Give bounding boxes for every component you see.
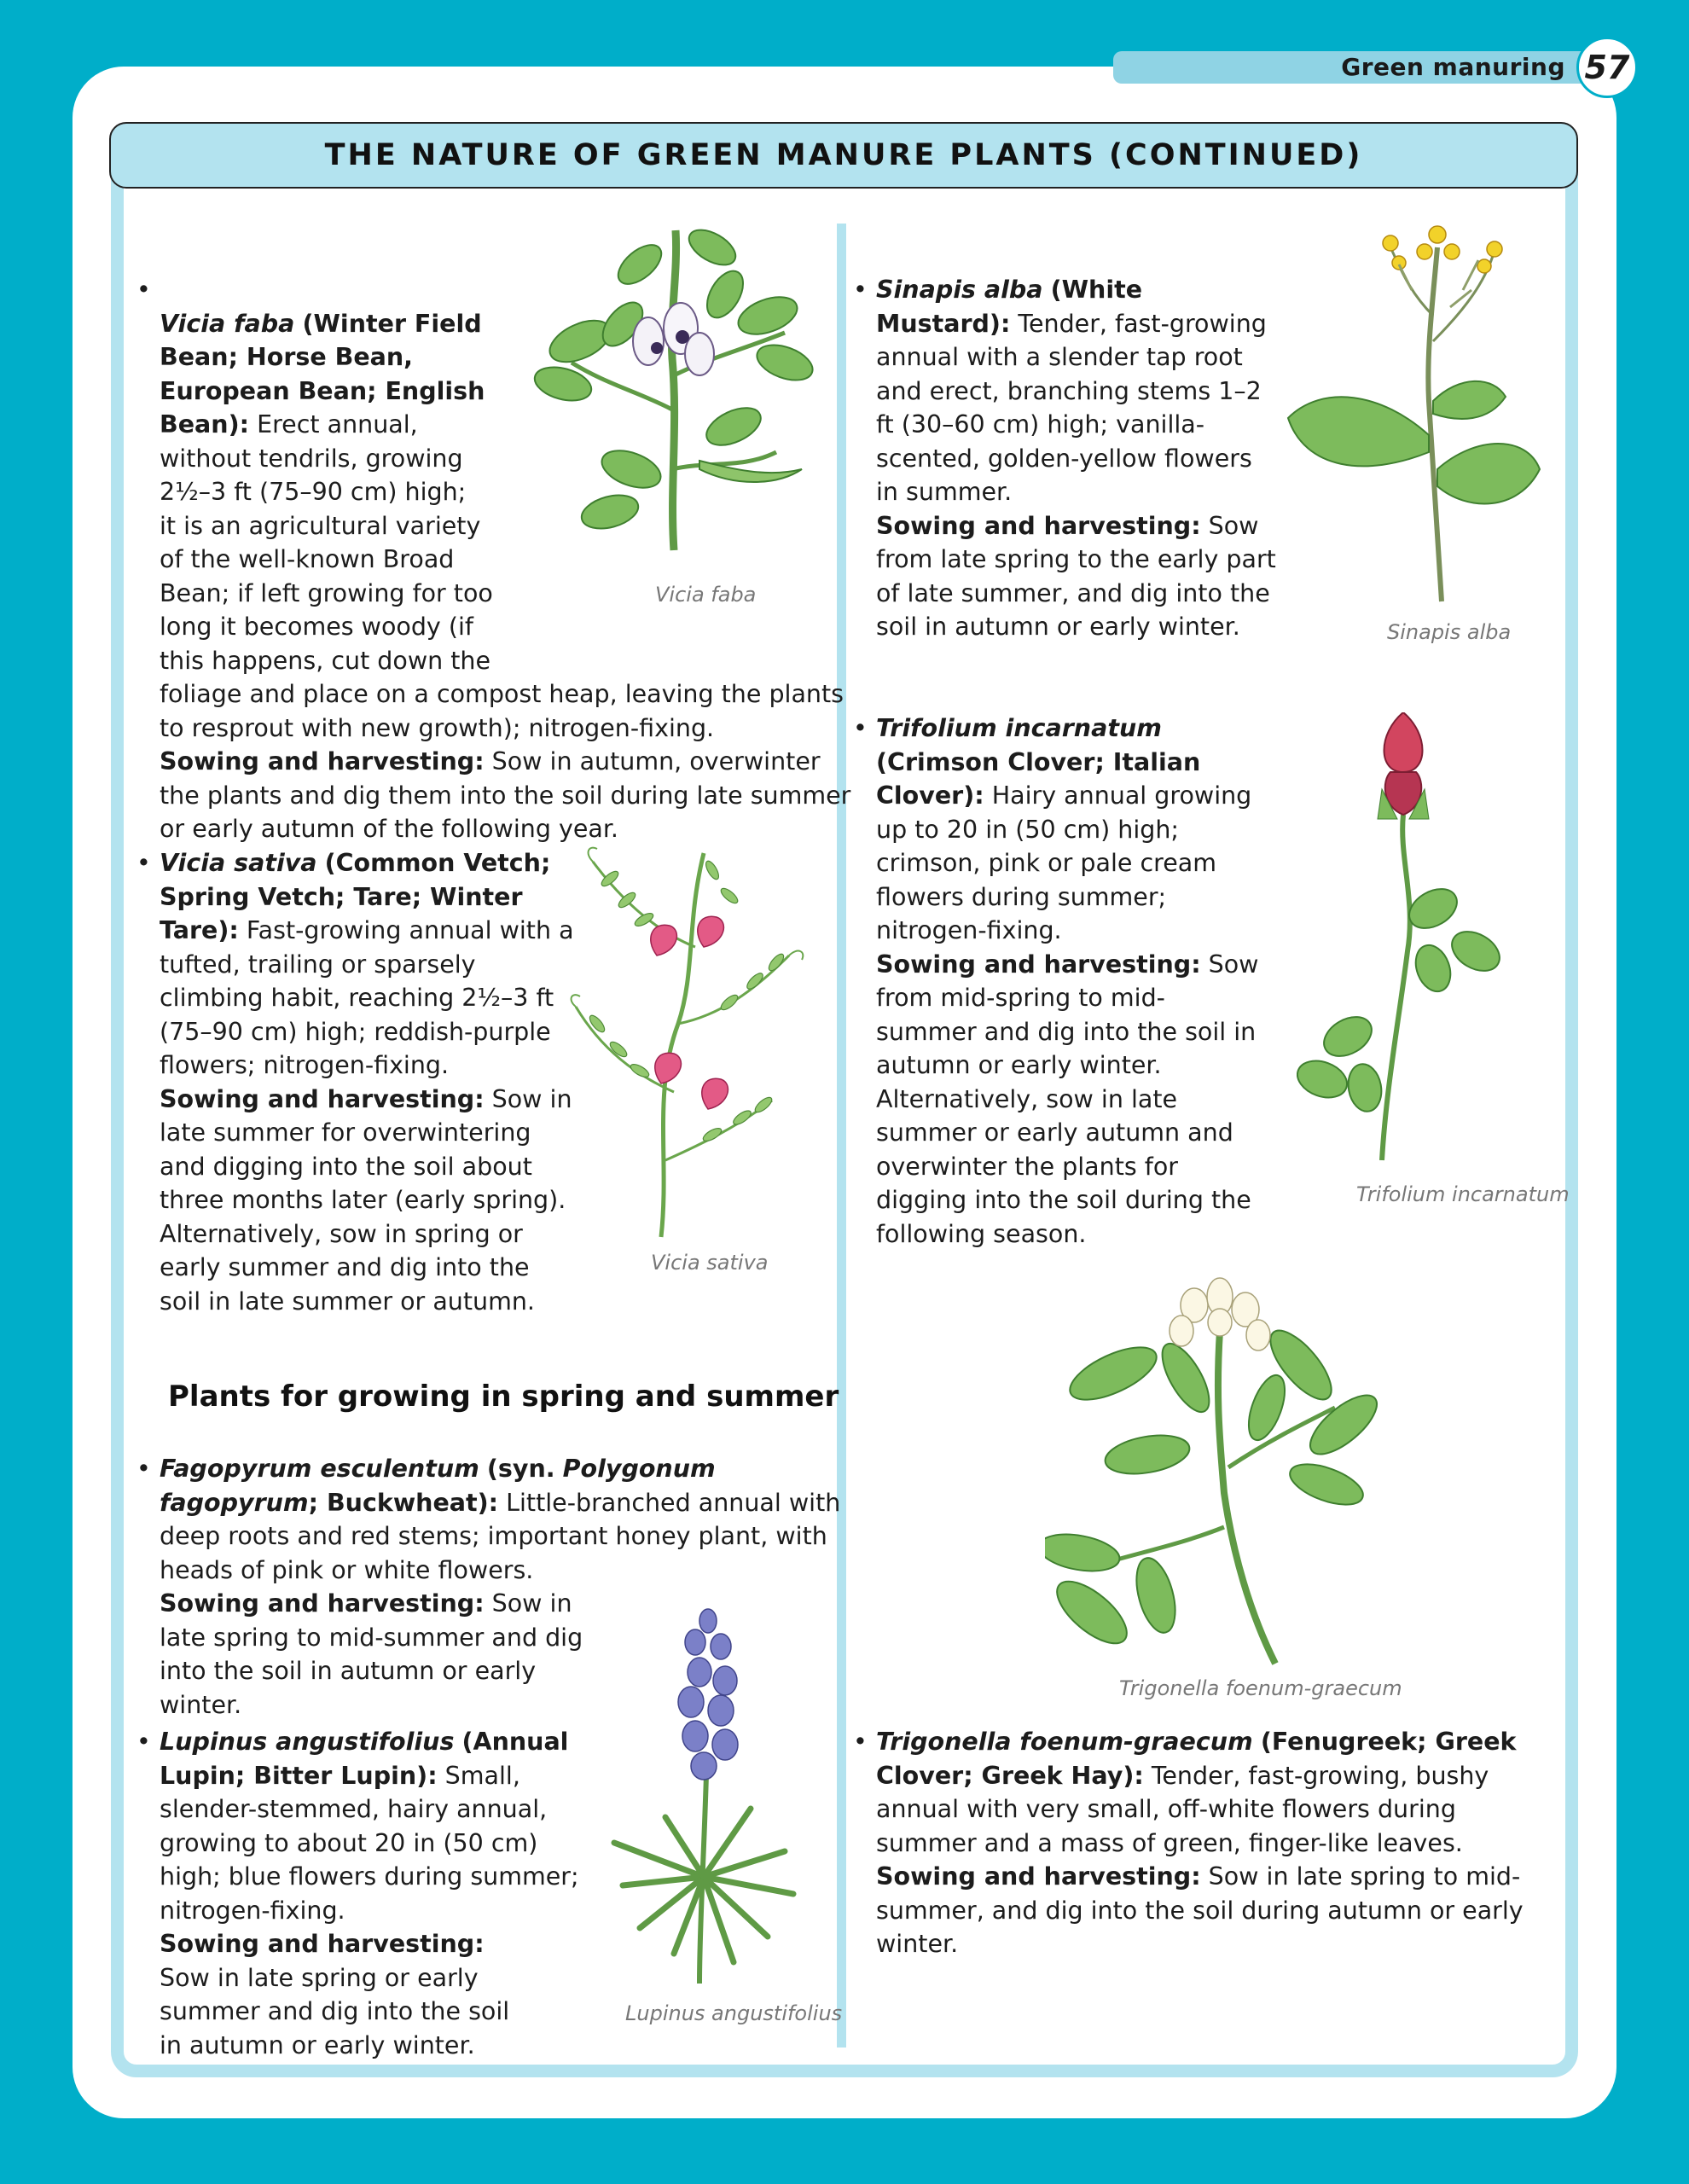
syn-open: (syn. <box>486 1455 555 1483</box>
lupinus-illustration <box>580 1604 810 1988</box>
sowing-text: Sow from late spring to the early part of late summer, and dig into the soil in autumn or early winter. <box>876 511 1276 641</box>
sowing-text: Sow in autumn, overwinter the plants and dig them into the soil during late summer or early autumn of the following year. <box>160 747 851 843</box>
description: Fast-growing annual with a tufted, trailing or sparsely climbing habit, reaching 2½–3 ft (75–90 cm) high; reddish-purple flowers; nitrogen-fixing. <box>160 916 574 1079</box>
caption-sinapis: Sinapis alba <box>1387 620 1512 644</box>
common-names-line: Bean; Horse Bean, <box>160 343 413 371</box>
caption-lupinus: Lupinus angustifolius <box>625 2001 843 2025</box>
latin-name: Fagopyrum esculentum <box>160 1455 479 1483</box>
chapter-label: Green manuring <box>1341 53 1565 81</box>
synonym-latin: Polygonum fagopyrum <box>160 1455 716 1517</box>
common-names: (Winter Field <box>302 309 482 338</box>
bullet: • <box>853 714 868 742</box>
bullet: • <box>136 1455 151 1483</box>
bullet: • <box>136 849 151 877</box>
trigonella-illustration <box>1045 1271 1386 1672</box>
description-line: this happens, cut down the <box>160 646 491 675</box>
description: Tender, fast-growing, bushy annual with very small, off-white flowers during summer and a mass of green, finger-like leaves. <box>876 1761 1489 1857</box>
common-names: (White Mustard): <box>876 276 1143 338</box>
entry-sinapis-alba <box>853 273 1277 644</box>
sowing-text: Sow in late spring or early summer and dig into the soil in autumn or early winter. <box>160 1963 510 2059</box>
latin-name: Vicia sativa <box>160 849 317 877</box>
common-names: (Common Vetch; Spring Vetch; Tare; Winter Tare): <box>160 849 551 944</box>
entry-trigonella <box>853 1725 1558 1961</box>
vicia-faba-illustration <box>529 213 827 555</box>
sowing-label: Sowing and harvesting: <box>876 511 1201 540</box>
common-names: ; Buckwheat): <box>308 1488 499 1517</box>
common-names: (Fenugreek; Greek Clover; Greek Hay): <box>876 1728 1517 1790</box>
latin-name: Lupinus angustifolius <box>160 1728 455 1756</box>
sowing-text: Sow in late spring to mid-summer and dig into the soil in autumn or early winter. <box>160 1589 583 1719</box>
caption-vicia-sativa: Vicia sativa <box>651 1251 769 1275</box>
description: Small, slender-stemmed, hairy annual, growing to about 20 in (50 cm) high; blue flowers during summer; nitrogen-fixing. <box>160 1761 579 1925</box>
bullet: • <box>853 1728 868 1756</box>
sowing-label: Sowing and harvesting: <box>160 1084 485 1113</box>
vicia-sativa-illustration <box>559 819 815 1246</box>
page-title: THE NATURE OF GREEN MANURE PLANTS (CONTINUED) <box>109 122 1578 189</box>
latin-name: Trigonella foenum-graecum <box>876 1728 1253 1756</box>
sowing-label: Sowing and harvesting: <box>160 1589 485 1618</box>
common-names-line: European Bean; English <box>160 376 485 405</box>
latin-name: Vicia faba <box>160 309 295 338</box>
description-line: without tendrils, growing <box>160 444 463 473</box>
description-line: of the well-known Broad <box>160 545 455 573</box>
entry-trifolium <box>853 712 1260 1251</box>
sinapis-alba-illustration <box>1271 213 1544 606</box>
sowing-text: Sow in late spring to mid-summer, and dig into the soil during autumn or early winter. <box>876 1862 1524 1958</box>
latin-name: Trifolium incarnatum <box>876 714 1162 742</box>
common-names: (Annual Lupin; Bitter Lupin): <box>160 1728 569 1790</box>
trifolium-illustration <box>1297 712 1501 1165</box>
sowing-label: Sowing and harvesting: <box>876 950 1201 979</box>
bullet: • <box>853 276 868 304</box>
description-line: it is an agricultural variety <box>160 511 481 540</box>
page-number: 57 <box>1576 37 1638 98</box>
description: Tender, fast-growing annual with a slender tap root and erect, branching stems 1–2 ft (30–60 cm) high; vanilla-scented, golden-yellow flowers in summer. <box>876 309 1267 506</box>
description-line: Bean; if left growing for too <box>160 578 493 607</box>
caption-vicia-faba: Vicia faba <box>655 583 757 607</box>
sowing-text: Sow in late summer for overwintering and digging into the soil about three months later (early spring). Alternatively, sow in spring or early summer and dig into the soil in late summer or autumn. <box>160 1084 572 1316</box>
common-names: (Crimson Clover; Italian Clover): <box>876 747 1201 810</box>
caption-trigonella: Trigonella foenum-graecum <box>1119 1676 1402 1700</box>
description: Little-branched annual with deep roots and red stems; important honey plant, with heads of pink or white flowers. <box>160 1488 841 1584</box>
sowing-label: Sowing and harvesting: <box>160 747 485 775</box>
common-names-line: Bean): <box>160 410 249 439</box>
description-line: long it becomes woody (if <box>160 613 473 641</box>
caption-trifolium: Trifolium incarnatum <box>1356 1182 1570 1206</box>
description-line: Erect annual, <box>257 410 418 439</box>
description-rest: foliage and place on a compost heap, leaving the plants to resprout with new growth); nitrogen-fixing. <box>160 680 844 742</box>
sowing-text: Sow from mid-spring to mid-summer and dig into the soil in autumn or early winter. Alternatively, sow in late summer or early autumn and overwinter the plants for digging into the soil during the following season. <box>876 950 1259 1248</box>
description-line: 2½–3 ft (75–90 cm) high; <box>160 478 467 506</box>
entry-lupinus <box>136 1725 586 2062</box>
bullet: • <box>136 1728 151 1756</box>
bullet: • <box>136 276 151 304</box>
sowing-label: Sowing and harvesting: <box>160 1930 485 1958</box>
section-heading: Plants for growing in spring and summer <box>168 1380 839 1414</box>
description: Hairy annual growing up to 20 in (50 cm) high; crimson, pink or pale cream flowers during summer; nitrogen-fixing. <box>876 781 1252 944</box>
entry-vicia-sativa <box>136 846 578 1318</box>
sowing-label: Sowing and harvesting: <box>876 1862 1201 1891</box>
latin-name: Sinapis alba <box>876 276 1043 304</box>
